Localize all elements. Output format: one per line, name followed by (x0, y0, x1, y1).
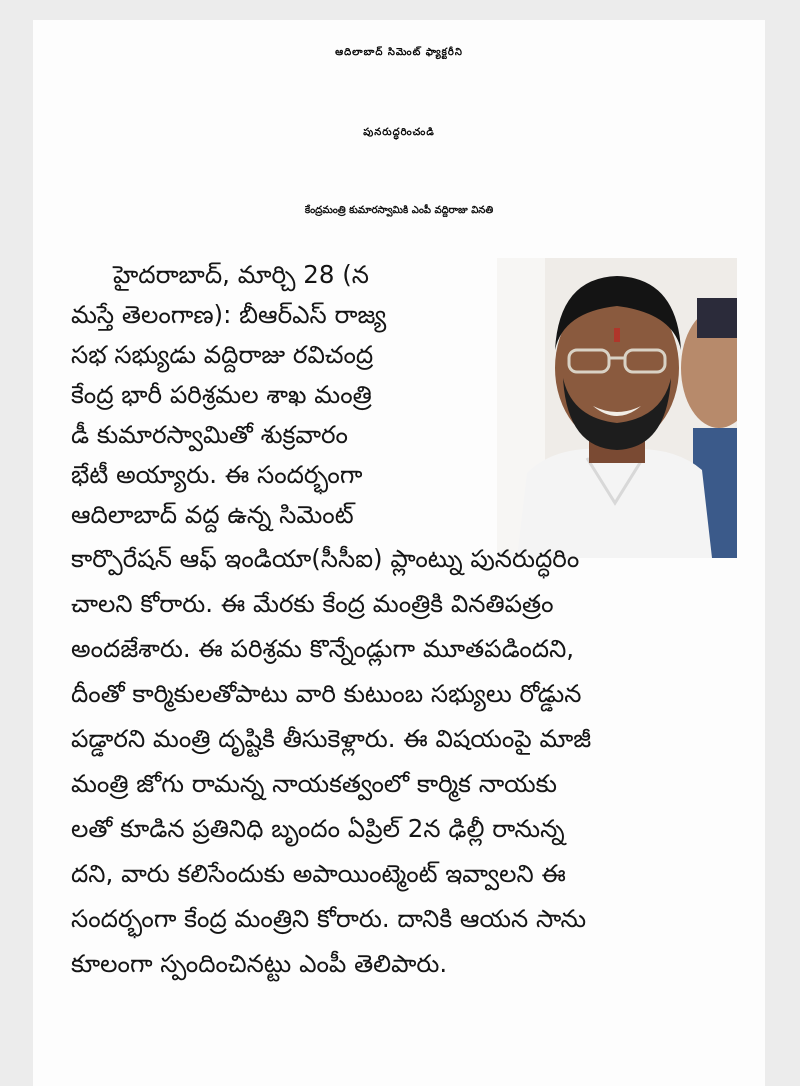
body-line: లతో కూడిన ప్రతినిధి బృందం ఏప్రిల్ 2న ఢిల్లీ రానున్న (71, 814, 565, 843)
body-line: మంత్రి జోగు రామన్న నాయకత్వంలో కార్మిక నాయకు (71, 769, 557, 798)
body-line: మస్తే తెలంగాణ): బీఆర్ఎస్ రాజ్య (71, 300, 387, 329)
news-clipping (33, 20, 765, 1086)
body-line: చాలని కోరారు. ఈ మేరకు కేంద్ర మంత్రికి వినతిపత్రం (71, 589, 554, 618)
headline-line-2: పునరుద్ధరించండి (363, 127, 435, 138)
body-line: అందజేశారు. ఈ పరిశ్రమ కొన్నేండ్లుగా మూతపడిందని, (71, 634, 575, 663)
body-line: పడ్డారని మంత్రి దృష్టికి తీసుకెళ్లారు. ఈ విషయంపై మాజీ (71, 724, 592, 753)
headline-line-1: ఆదిలాబాద్ సిమెంట్ ఫ్యాక్టరీని (335, 47, 463, 58)
subheadline: కేంద్రమంత్రి కుమారస్వామికి ఎంపీ వద్దిరాజు వినతి (304, 205, 494, 216)
mp-photo (497, 258, 737, 558)
body-line: సందర్భంగా కేంద్ర మంత్రిని కోరారు. దానికి ఆయన సాను (71, 904, 587, 933)
body-line: భేటీ అయ్యారు. ఈ సందర్భంగా (71, 460, 363, 489)
body-line: ఆదిలాబాద్ వద్ద ఉన్న సిమెంట్ (71, 500, 354, 529)
body-line: దని, వారు కలిసేందుకు అపాయింట్మెంట్ ఇవ్వాలని ఈ (71, 859, 566, 888)
body-line: కూలంగా స్పందించినట్టు ఎంపీ తెలిపారు. (71, 949, 448, 978)
body-line: కార్పొరేషన్ ఆఫ్ ఇండియా(సీసీఐ) ప్లాంట్ను పునరుద్ధరిం (71, 544, 580, 573)
body-line: కేంద్ర భారీ పరిశ్రమల శాఖ మంత్రి (71, 380, 372, 409)
body-line: హైదరాబాద్, మార్చి 28 (న (113, 260, 369, 289)
body-line: దీంతో కార్మికులతోపాటు వారి కుటుంబ సభ్యులు రోడ్డున (71, 679, 582, 708)
body-line: డీ కుమారస్వామితో శుక్రవారం (71, 420, 348, 449)
portrait-image (497, 258, 737, 558)
body-line: సభ సభ్యుడు వద్దిరాజు రవిచంద్ర (71, 340, 374, 369)
